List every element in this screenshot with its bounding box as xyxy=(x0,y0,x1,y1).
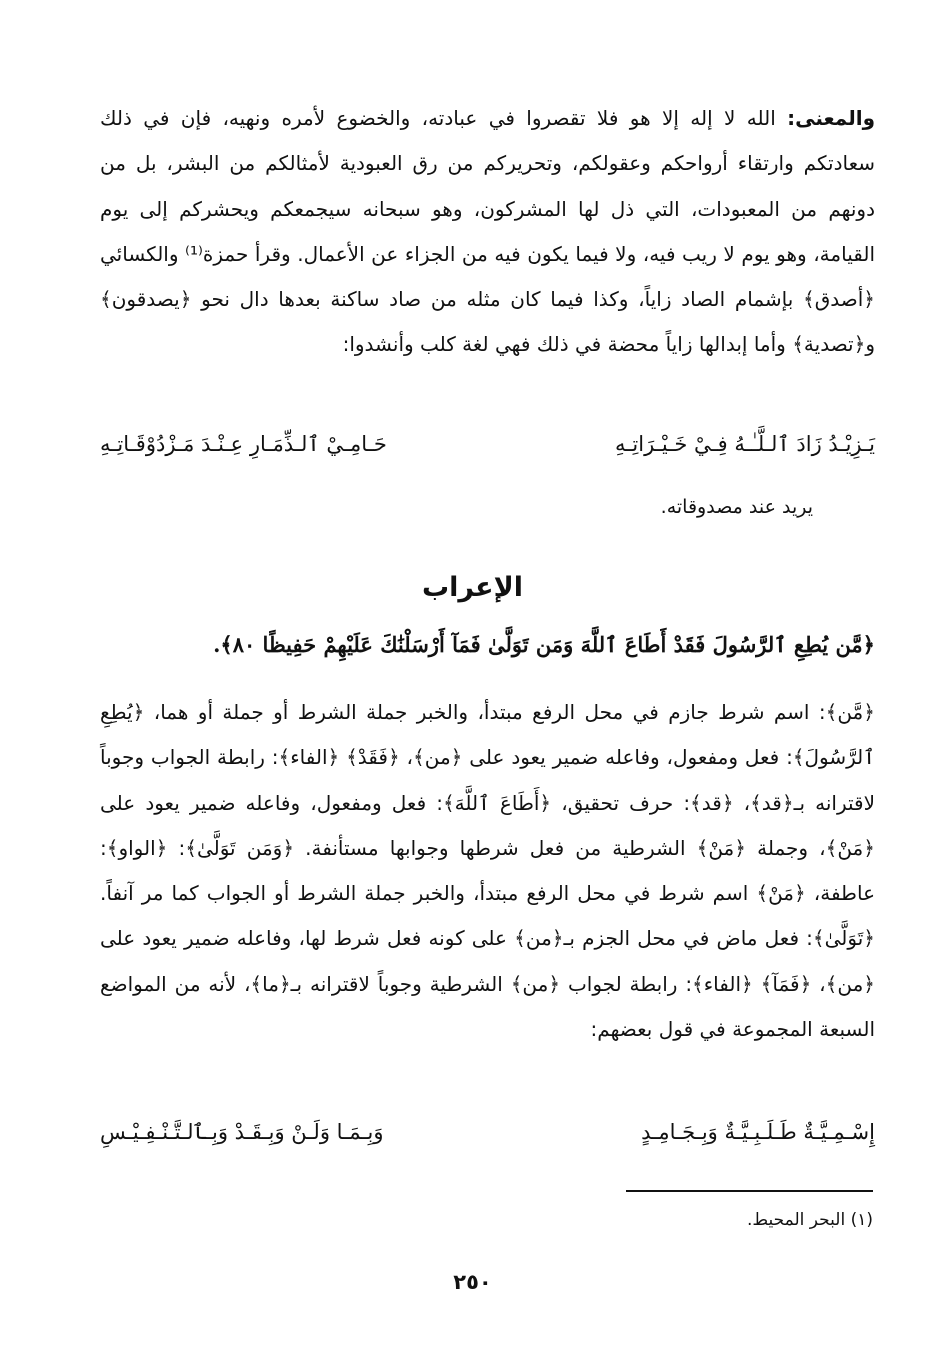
verse-first-hemistich: يَـزِيْـدُ زَادَ ٱلـلَّـٰـهُ فِـيْ خَـيْـرَاتِـهِ xyxy=(615,432,875,456)
page-number: ٢٥٠ xyxy=(453,1270,492,1294)
poetry-verse xyxy=(100,432,875,472)
meaning-lead: والمعنى: xyxy=(787,106,875,130)
quran-verse: ﴿مَّن يُطِعِ ٱلرَّسُولَ فَقَدْ أَطَاعَ ٱللَّهَ وَمَن تَوَلَّىٰ فَمَآ أَرْسَلْنَٰكَ عَلَيْهِمْ حَفِيظًا ٨٠﴾. xyxy=(213,632,875,657)
meaning-text: الله لا إله إلا هو فلا تقصروا في عبادته، والخضوع لأمره ونهيه، فإن في ذلك سعادتكم وارتقاء أرواحكم وعقولكم، وتحريركم من رق العبودية لأمثالكم من البشر، بل من دونهم من المعبودات، التي ذل لها المشركون، وهو سبحانه سيجمعكم ويحشركم إلى يوم القيامة، وهو يوم لا ريب فيه، ولا فيما يكون فيه من الجزاء عن الأعمال. وقرأ حمزة⁽¹⁾ والكسائي ﴿أصدق﴾ بإشمام الصاد زاياً، وكذا فيما كان مثله من صاد ساكنة بعدها دال نحو ﴿يصدقون﴾ و﴿تصدية﴾ وأما إبدالها زاياً محضة في ذلك فهي لغة كلب وأنشدوا: xyxy=(100,106,876,357)
poetry-verse xyxy=(100,1120,875,1160)
verse-second-hemistich: وَبِـمَـا وَلَـنْ وَبِـقَـدْ وَبِـٱلـتَّـنْـفِـيْـسِ xyxy=(100,1120,384,1144)
verse-second-hemistich: حَـامِـيْ ٱلـذِّمَـارِ عِـنْـدَ مَـزْدُوْقَـاتِـهِ xyxy=(100,432,387,456)
grammar-analysis-paragraph xyxy=(100,690,875,1052)
commentary-paragraph xyxy=(100,96,875,368)
section-heading: الإعراب xyxy=(422,572,523,603)
verse-explanation: يريد عند مصدوقاته. xyxy=(660,496,813,518)
grammar-analysis-text: ﴿مَّن﴾: اسم شرط جازم في محل الرفع مبتدأ، والخبر جملة الشرط أو جملة أو هما، ﴿يُطِعِ ٱلرَّسُولَ﴾: فعل ومفعول، وفاعله ضمير يعود على ﴿من﴾، ﴿فَقَدْ﴾ ﴿الفاء﴾: رابطة الجواب وجوباً لاقترانه بـ﴿قد﴾، ﴿قد﴾: حرف تحقيق، ﴿أَطَاعَ ٱللَّهَ﴾: فعل ومفعول، وفاعله ضمير يعود على ﴿مَنْ﴾، وجملة ﴿مَنْ﴾ الشرطية من فعل شرطها وجوابها مستأنفة. ﴿وَمَن تَوَلَّىٰ﴾: ﴿الواو﴾: عاطفة، ﴿مَنْ﴾ اسم شرط في محل الرفع مبتدأ، والخبر جملة الشرط أو الجواب كما مر آنفاً. ﴿تَوَلَّىٰ﴾: فعل ماض في محل الجزم بـ﴿من﴾ على كونه فعل شرط لها، وفاعله ضمير يعود على ﴿من﴾، ﴿فَمَآ﴾ ﴿الفاء﴾: رابطة لجواب ﴿من﴾ الشرطية وجوباً لاقترانه بـ﴿ما﴾، لأنه من المواضع السبعة المجموعة في قول بعضهم: xyxy=(100,700,875,1042)
footnote: (١) البحر المحيط. xyxy=(747,1210,873,1230)
footnote-divider xyxy=(626,1190,873,1192)
verse-first-hemistich: إِسْـمِـيَّـةٌ طَـلَـبِـيَّـةٌ وَبِـجَـامِـدٍ xyxy=(641,1120,875,1144)
